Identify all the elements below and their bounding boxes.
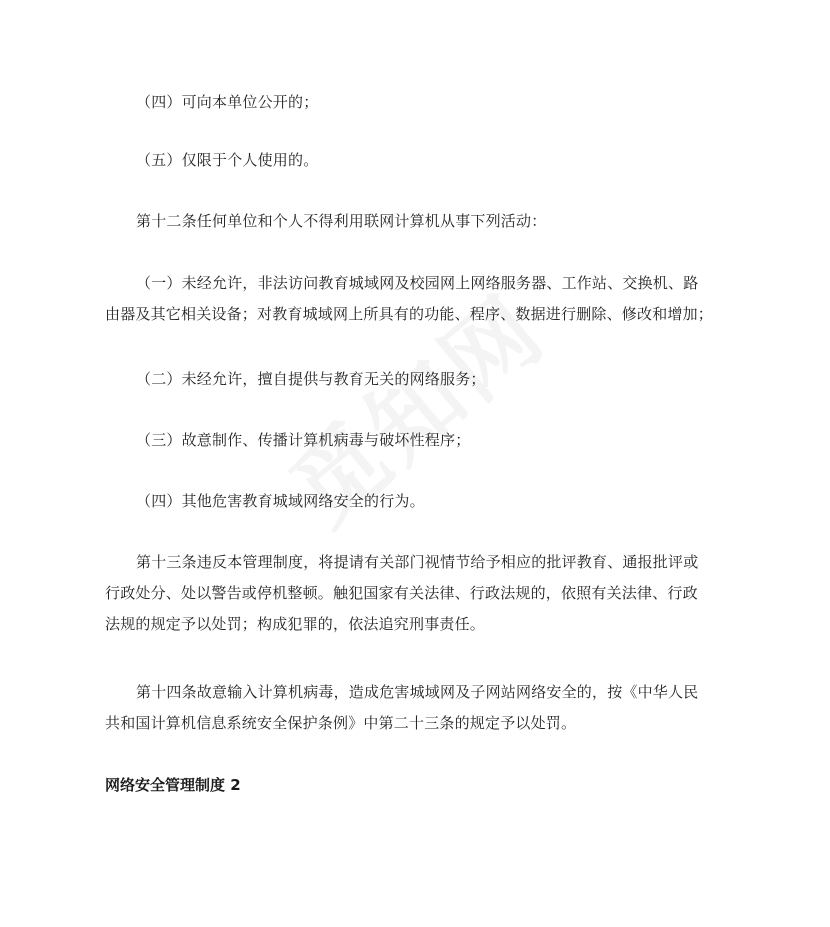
- paragraph-article-13: [105, 547, 727, 640]
- paragraph-article-12: [105, 206, 727, 237]
- text-line: （五）仅限于个人使用的。: [136, 151, 319, 169]
- text-line: 法规的规定予以处罚；构成犯罪的，依法追究刑事责任。: [105, 615, 486, 633]
- paragraph-item-4-public: [105, 87, 727, 118]
- section-heading: 网络安全管理制度 2: [105, 776, 241, 794]
- text-line: 行政处分、处以警告或停机整顿。触犯国家有关法律、行政法规的，依照有关法律、行政: [105, 584, 698, 602]
- paragraph-item-1-unauthorized-access: [105, 268, 727, 330]
- text-line: （二）未经允许，擅自提供与教育无关的网络服务；: [136, 370, 486, 388]
- paragraph-article-14: [105, 677, 727, 739]
- text-line: 第十三条违反本管理制度，将提请有关部门视情节给予相应的批评教育、通报批评或: [136, 553, 699, 571]
- text-line: 共和国计算机信息系统安全保护条例》中第二十三条的规定予以处罚。: [105, 714, 577, 732]
- text-line: （一）未经允许，非法访问教育城域网及校园网上网络服务器、工作站、交换机、路: [136, 274, 699, 292]
- text-line: 由器及其它相关设备；对教育城域网上所具有的功能、程序、数据进行删除、修改和增加；: [105, 305, 714, 323]
- text-line: 第十二条任何单位和个人不得利用联网计算机从事下列活动：: [136, 212, 547, 230]
- paragraph-item-3-virus: [105, 425, 727, 456]
- text-line: （四）可向本单位公开的；: [136, 93, 319, 111]
- paragraph-item-2-unrelated-service: [105, 364, 727, 395]
- text-line: （三）故意制作、传播计算机病毒与破坏性程序；: [136, 431, 471, 449]
- text-line: （四）其他危害教育城域网络安全的行为。: [136, 492, 425, 510]
- paragraph-item-5-personal: [105, 145, 727, 176]
- paragraph-item-4-other: [105, 486, 727, 517]
- text-line: 第十四条故意输入计算机病毒，造成危害城域网及子网站网络安全的，按《中华人民: [136, 683, 699, 701]
